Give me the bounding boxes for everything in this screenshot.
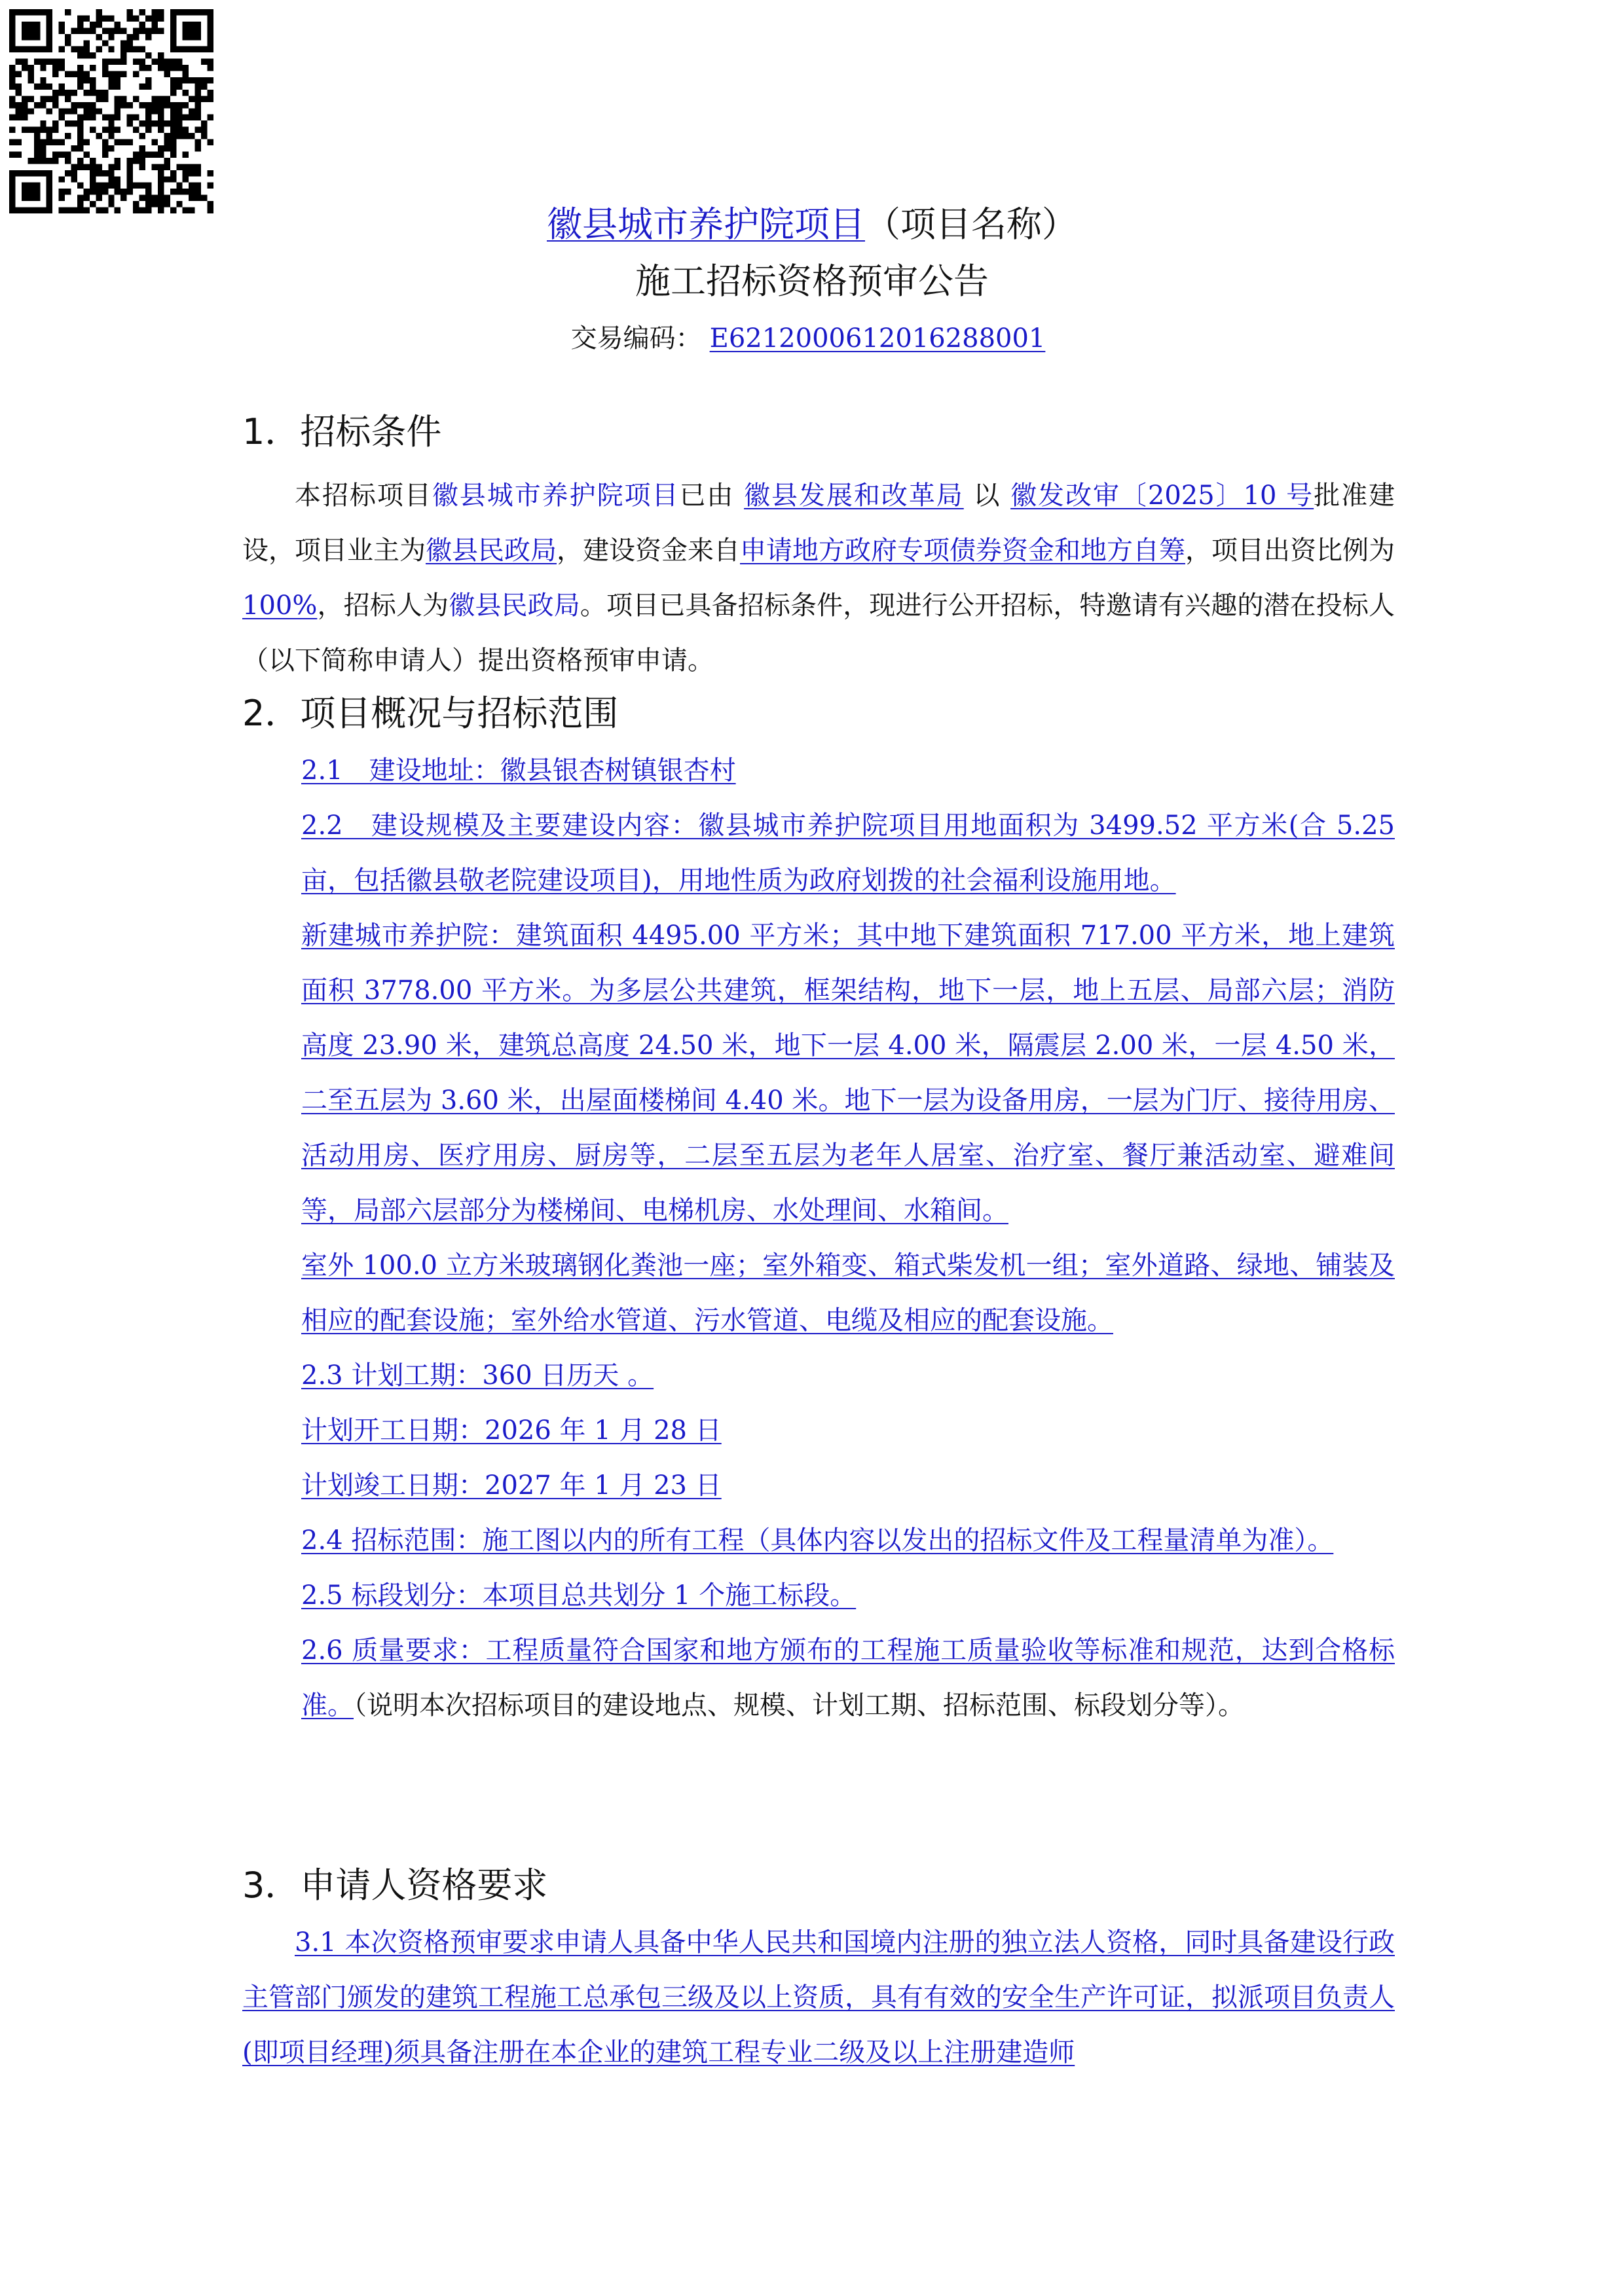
s2-location: 2.1 建设地址：徽县银杏树镇银杏村: [301, 756, 736, 786]
s2-note: （说明本次招标项目的建设地点、规模、计划工期、招标范围、标段划分等）。: [354, 1690, 1244, 1721]
s1-text-h: 。项目已具备招标条件，现进行公开招标，特邀请有兴趣的潜在投标人（以下简称申请人）提出资格预审申请。: [242, 591, 1395, 676]
section1-heading: 1．招标条件: [242, 411, 442, 452]
s1-text-f: ，项目出资比例为: [1185, 536, 1395, 566]
s1-fund-source: 申请地方政府专项债券资金和地方自筹: [740, 536, 1185, 566]
section2-body: [242, 743, 1395, 1733]
section2-heading: 2．项目概况与招标范围: [242, 693, 619, 734]
s2-start-date: 计划开工日期：2026 年 1 月 28 日: [301, 1415, 722, 1446]
s2-scope: 2.4 招标范围：施工图以内的所有工程（具体内容以发出的招标文件及工程量清单为准）。: [301, 1525, 1334, 1556]
section3-heading: 3．申请人资格要求: [242, 1865, 548, 1906]
s2-scale-b: 新建城市养护院：建筑面积 4495.00 平方米；其中地下建筑面积 717.00 平方米，地上建筑面积 3778.00 平方米。为多层公共建筑，框架结构，地下一层，地上五层、局部六层；消防高度 23.90 米，建筑总高度 24.50 米，地下一层 4.00 米，隔震层 2.00 米，一层 4.50 米，二至五层为 3.60 米，出屋面楼梯间 4.40 米。地下一层为设备用房，一层为门厅、接待用房、活动用房、医疗用房、厨房等，二层至五层为老年人居室、治疗室、餐厅兼活动室、避难间等，局部六层部分为楼梯间、电梯机房、水处理间、水箱间。: [301, 920, 1395, 1226]
s1-text-e: ，建设资金来自: [557, 536, 740, 566]
trade-code-label: 交易编码：: [570, 323, 702, 354]
s2-quality: 2.6 质量要求：工程质量符合国家和地方颁布的工程施工质量验收等标准和规范，达到合格标准。: [301, 1635, 1395, 1721]
s2-scale-c: 室外 100.0 立方米玻璃钢化粪池一座；室外箱变、箱式柴发机一组；室外道路、绿地、铺装及相应的配套设施；室外给水管道、污水管道、电缆及相应的配套设施。: [301, 1250, 1395, 1336]
project-name: 徽县城市养护院项目: [547, 204, 865, 245]
s1-text-d: 批准建设，项目业主为: [242, 481, 1395, 566]
qr-code: [9, 9, 213, 213]
trade-code: E6212000612016288001: [709, 323, 1046, 354]
project-title-line: [0, 198, 1624, 251]
s1-approval-no: 徽发改审〔2025〕10 号: [1010, 481, 1314, 511]
s2-scale-a: 2.2 建设规模及主要建设内容：徽县城市养护院项目用地面积为 3499.52 平方米(合 5.25 亩，包括徽县敬老院建设项目)，用地性质为政府划拨的社会福利设施用地。: [301, 811, 1395, 896]
document-title: 施工招标资格预审公告: [635, 261, 989, 302]
s2-end-date: 计划竣工日期：2027 年 1 月 23 日: [301, 1470, 722, 1501]
s1-tenderer: 徽县民政局: [449, 591, 580, 621]
s1-text-a: 本招标项目: [295, 481, 432, 511]
section1-paragraph: [242, 468, 1395, 688]
s1-owner: 徽县民政局: [426, 536, 557, 566]
trade-code-line: [0, 319, 1624, 358]
s1-text-b: 已由: [679, 481, 735, 511]
s1-approver: 徽县发展和改革局: [744, 481, 964, 511]
s3-requirement: 3.1 本次资格预审要求申请人具备中华人民共和国境内注册的独立法人资格，同时具备建设行政主管部门颁发的建筑工程施工总承包三级及以上资质，具有有效的安全生产许可证，拟派项目负责人(即项目经理)须具备注册在本企业的建筑工程专业二级及以上注册建造师: [242, 1927, 1395, 2068]
s1-ratio: 100%: [242, 591, 318, 621]
section3-paragraph: [242, 1915, 1395, 2080]
s1-text-c: 以: [973, 481, 1001, 511]
s1-project: 徽县城市养护院项目: [432, 481, 680, 511]
project-name-suffix: （项目名称）: [865, 204, 1077, 245]
s2-lots: 2.5 标段划分：本项目总共划分 1 个施工标段。: [301, 1580, 857, 1611]
s1-text-g: ，招标人为: [317, 591, 449, 621]
s2-period: 2.3 计划工期：360 日历天 。: [301, 1360, 654, 1391]
